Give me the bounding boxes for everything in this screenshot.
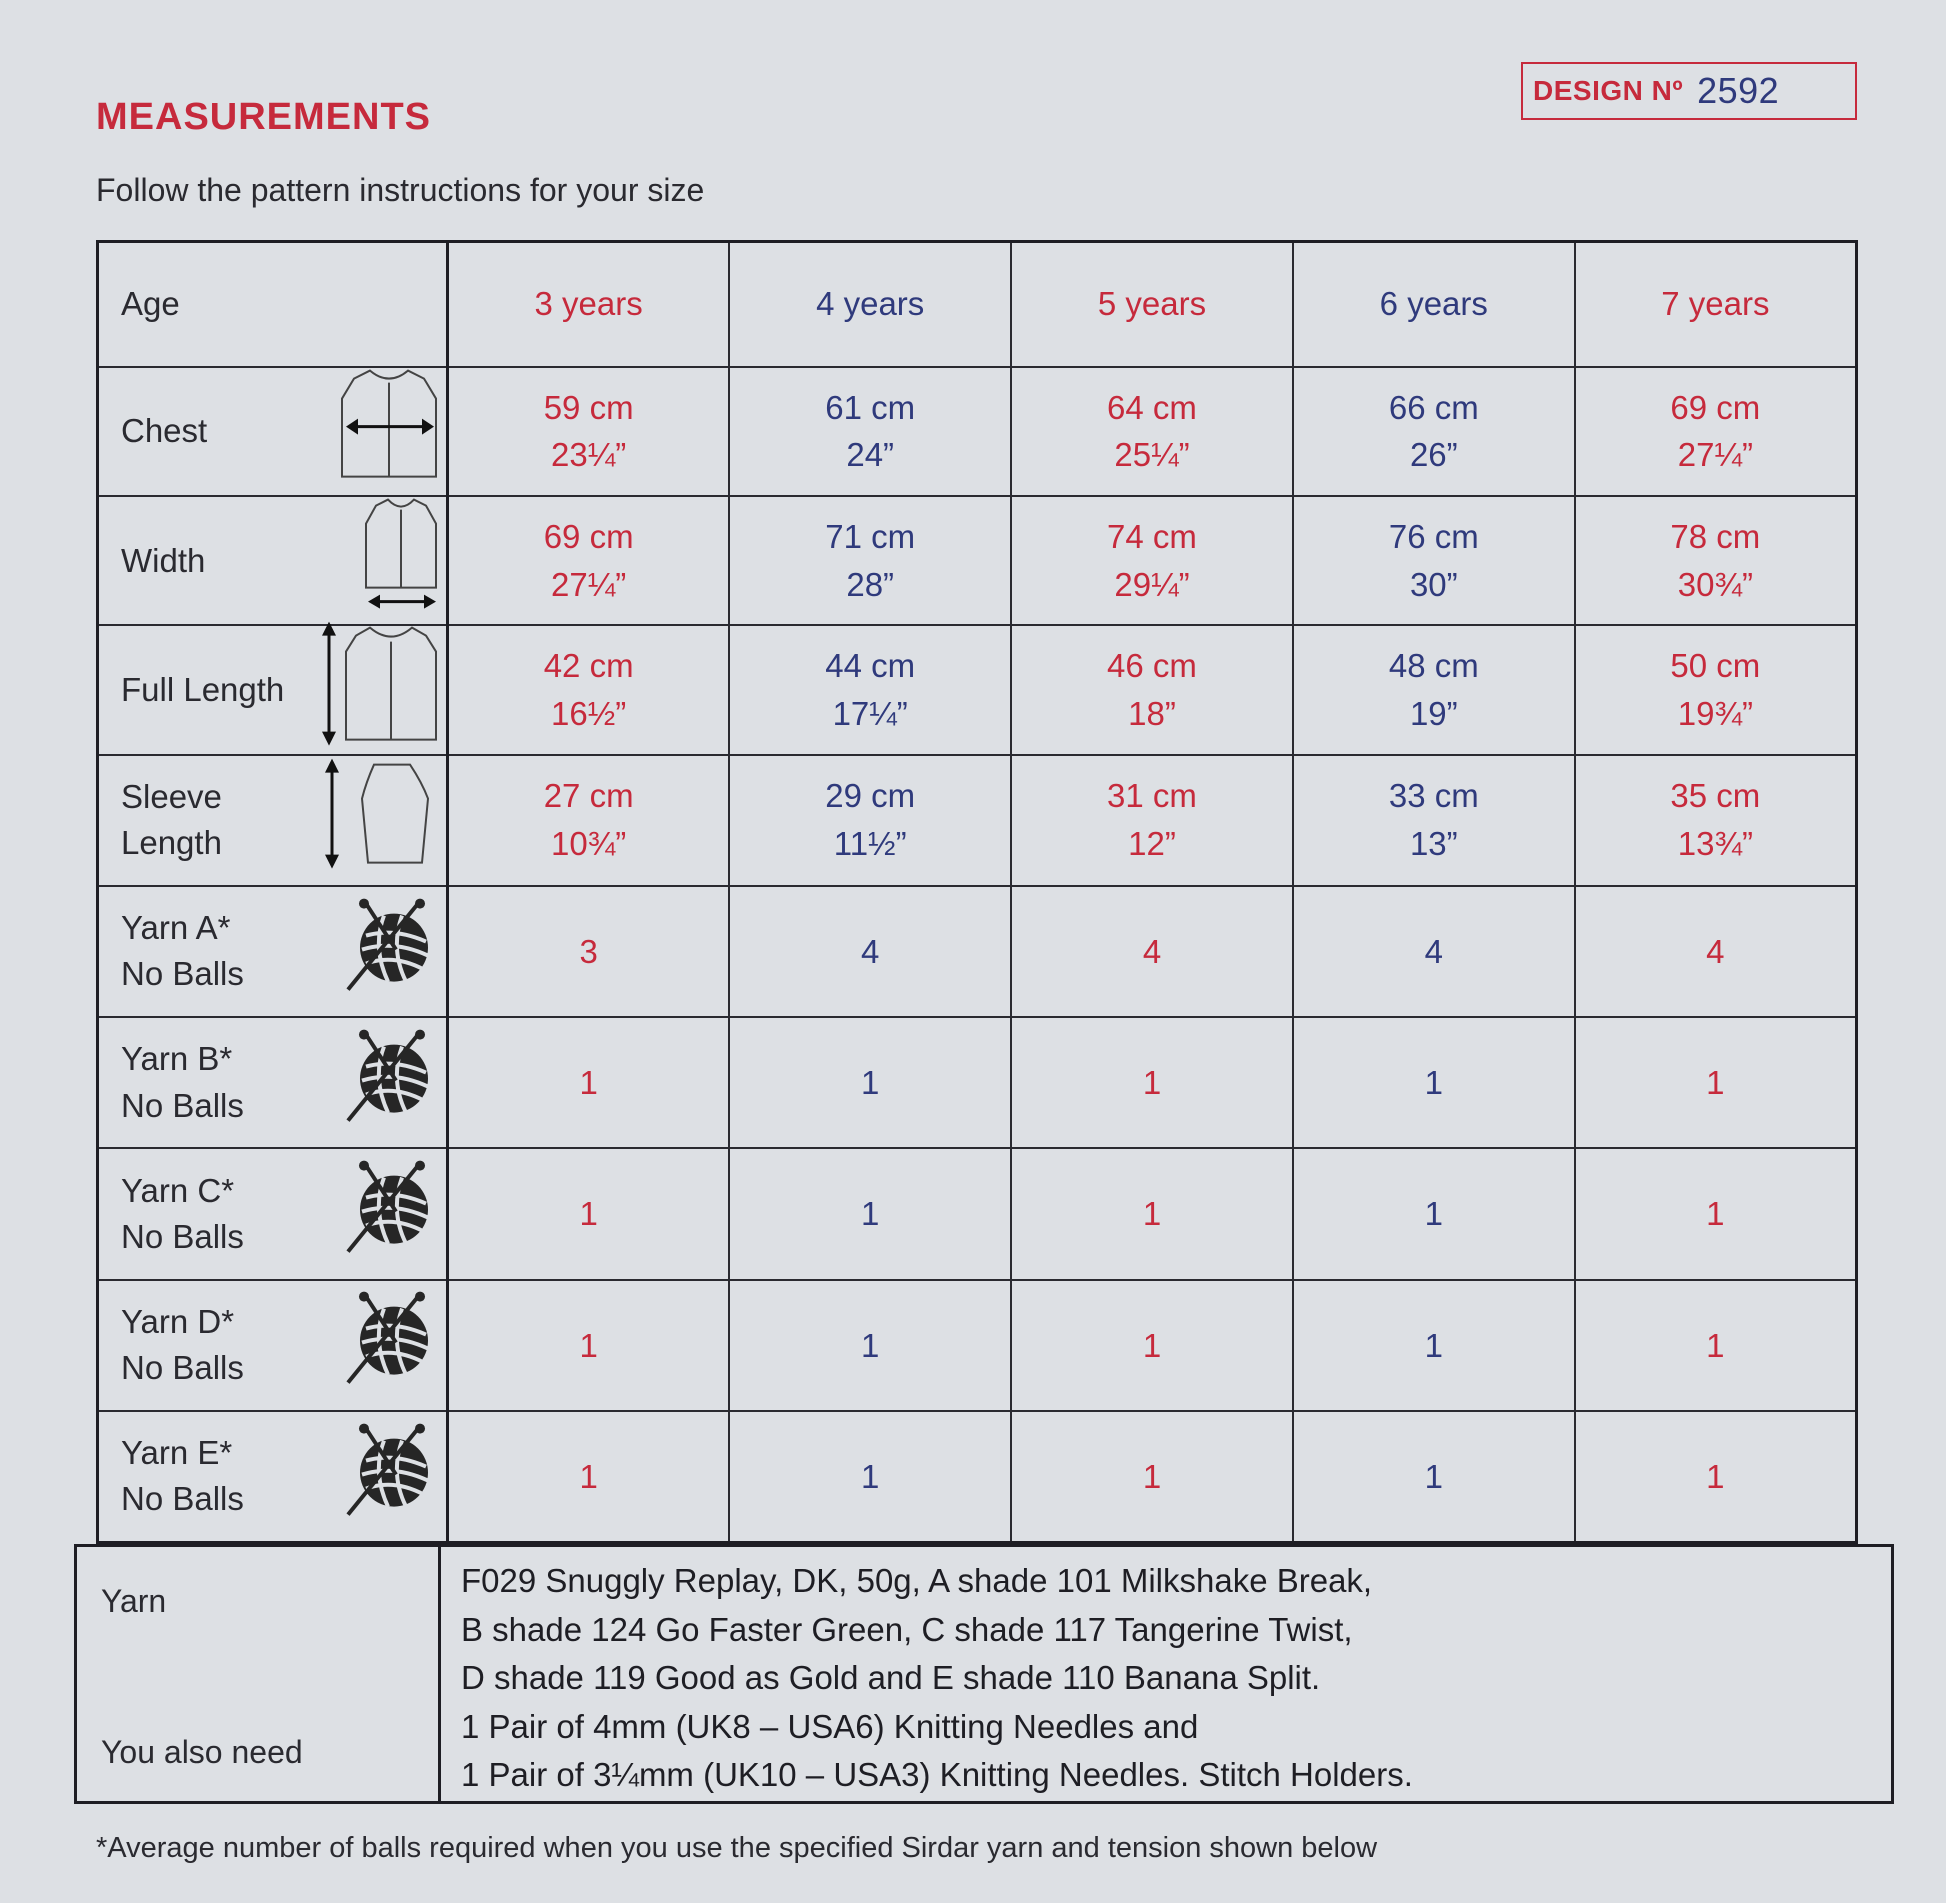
measurement-value: 78 cm xyxy=(1670,517,1761,555)
measurement-value: 33 cm xyxy=(1388,777,1479,815)
measurement-cell xyxy=(1293,1280,1575,1411)
design-label: DESIGN Nº xyxy=(1533,75,1684,106)
measurement-cell xyxy=(1575,1148,1857,1279)
measurement-cell xyxy=(1575,755,1857,886)
measurement-cell xyxy=(1293,1017,1575,1148)
measurement-cell xyxy=(1293,1411,1575,1542)
row-header xyxy=(98,1280,448,1411)
measurement-value-inches: 17¼” xyxy=(832,694,908,732)
row-label-line: Yarn A* xyxy=(121,909,231,947)
age-value: 3 years xyxy=(534,285,643,323)
measurement-value-inches: 13¾” xyxy=(1677,825,1753,863)
measurement-row xyxy=(98,496,1857,625)
measurement-cell xyxy=(1011,755,1293,886)
yarn-info-line: D shade 119 Good as Gold and E shade 110 Banana Split. xyxy=(461,1659,1321,1696)
measurement-value-inches: 19¾” xyxy=(1677,694,1753,732)
measurement-cell xyxy=(448,367,730,496)
measurement-cell xyxy=(729,1148,1011,1279)
yarn-info-line: 1 Pair of 3¼mm (UK10 – USA3) Knitting Needles. Stitch Holders. xyxy=(461,1756,1413,1793)
measurement-value: 1 xyxy=(861,1195,880,1233)
measurement-value: 46 cm xyxy=(1107,647,1197,685)
design-number: 2592 xyxy=(1697,70,1780,111)
measurement-value-inches: 16½” xyxy=(551,694,627,732)
measurement-cell xyxy=(448,1017,730,1148)
measurement-value-inches: 29¼” xyxy=(1114,565,1190,603)
subtitle: Follow the pattern instructions for your size xyxy=(96,172,705,208)
measurement-cell xyxy=(448,1411,730,1542)
measurement-row xyxy=(98,1148,1857,1279)
row-label-line: No Balls xyxy=(121,955,244,993)
age-label: Age xyxy=(121,285,180,323)
measurement-cell xyxy=(448,755,730,886)
measurements-table xyxy=(96,240,1858,1544)
measurement-value: 1 xyxy=(579,1063,598,1101)
measurement-value: 48 cm xyxy=(1388,647,1479,685)
measurement-value: 69 cm xyxy=(1670,388,1761,426)
measurement-value: 76 cm xyxy=(1388,517,1479,555)
measurement-value: 1 xyxy=(1706,1326,1725,1364)
measurement-cell xyxy=(1293,367,1575,496)
age-cell xyxy=(448,242,730,367)
yarn-label: Yarn xyxy=(101,1583,167,1619)
measurement-value: 1 xyxy=(579,1457,598,1495)
row-label xyxy=(121,538,205,584)
age-value: 5 years xyxy=(1097,285,1207,323)
age-cell xyxy=(1575,242,1857,367)
measurement-value: 31 cm xyxy=(1107,777,1197,815)
measurement-value: 1 xyxy=(1142,1195,1162,1233)
measurement-cell xyxy=(1293,886,1575,1017)
measurement-value-inches: 10¾” xyxy=(551,825,627,863)
measurement-value: 1 xyxy=(861,1326,880,1364)
measurement-cell xyxy=(1011,1411,1293,1542)
you-also-need-label: You also need xyxy=(101,1734,303,1770)
measurement-value: 1 xyxy=(1424,1326,1443,1364)
measurement-value: 1 xyxy=(1142,1326,1162,1364)
measurement-cell xyxy=(1575,367,1857,496)
measurement-cell xyxy=(1293,1148,1575,1279)
measurement-value: 1 xyxy=(1424,1457,1443,1495)
measurement-cell xyxy=(1575,1017,1857,1148)
row-label xyxy=(121,667,284,713)
yarn-ball-icon xyxy=(344,1160,440,1269)
measurement-cell xyxy=(448,1280,730,1411)
row-label-line: No Balls xyxy=(121,1086,244,1124)
measurement-cell xyxy=(729,886,1011,1017)
measurement-value: 1 xyxy=(579,1326,598,1364)
measurement-value: 64 cm xyxy=(1107,388,1197,426)
cardigan-chest-icon xyxy=(340,365,440,498)
yarn-info-text xyxy=(440,1546,1893,1803)
yarn-info-table xyxy=(74,1544,1894,1804)
measurement-value: 71 cm xyxy=(825,517,916,555)
row-header xyxy=(98,1148,448,1279)
measurement-cell xyxy=(1293,625,1575,754)
measurement-value: 35 cm xyxy=(1670,777,1761,815)
measurement-value: 1 xyxy=(861,1457,880,1495)
measurement-cell xyxy=(1575,625,1857,754)
cardigan-length-icon xyxy=(316,622,440,759)
yarn-info-line: B shade 124 Go Faster Green, C shade 117 Tangerine Twist, xyxy=(461,1610,1353,1648)
row-label xyxy=(121,1299,244,1391)
measurement-value: 29 cm xyxy=(825,777,916,815)
measurement-value-inches: 26” xyxy=(1409,436,1458,474)
measurement-row xyxy=(98,625,1857,754)
row-header xyxy=(98,367,448,496)
measurement-cell xyxy=(729,755,1011,886)
measurement-value-inches: 28” xyxy=(846,565,895,603)
yarn-ball-icon xyxy=(344,1422,440,1531)
measurement-cell xyxy=(1575,496,1857,625)
row-label-line: Chest xyxy=(121,412,208,450)
row-label-line: Sleeve xyxy=(121,777,222,815)
measurement-value: 1 xyxy=(1706,1063,1725,1101)
measurement-cell xyxy=(1011,886,1293,1017)
measurement-value: 1 xyxy=(1142,1457,1162,1495)
measurement-value-inches: 13” xyxy=(1409,825,1458,863)
row-header xyxy=(98,496,448,625)
measurement-value-inches: 25¼” xyxy=(1114,436,1190,474)
age-cell xyxy=(1293,242,1575,367)
measurement-value: 66 cm xyxy=(1388,388,1479,426)
measurement-value-inches: 18” xyxy=(1128,694,1176,732)
yarn-info-line: 1 Pair of 4mm (UK8 – USA6) Knitting Needles and xyxy=(461,1707,1199,1745)
measurement-cell xyxy=(1011,1148,1293,1279)
measurement-cell xyxy=(1011,367,1293,496)
measurement-cell xyxy=(729,1280,1011,1411)
measurement-row xyxy=(98,1411,1857,1542)
measurement-cell xyxy=(729,496,1011,625)
yarn-ball-icon xyxy=(344,897,440,1006)
measurement-cell xyxy=(1011,1280,1293,1411)
measurement-value: 1 xyxy=(1424,1063,1443,1101)
measurement-cell xyxy=(1011,625,1293,754)
measurement-value: 4 xyxy=(1424,932,1443,970)
measurement-row xyxy=(98,755,1857,886)
measurement-cell xyxy=(448,886,730,1017)
measurement-cell xyxy=(1011,496,1293,625)
measurement-value-inches: 11½” xyxy=(833,825,907,863)
row-label-line: Yarn B* xyxy=(121,1040,233,1078)
measurement-cell xyxy=(1293,755,1575,886)
row-label xyxy=(121,905,244,997)
row-label xyxy=(121,1168,244,1260)
measurement-value: 4 xyxy=(1142,932,1162,970)
measurement-value-inches: 23¼” xyxy=(551,436,627,474)
footnote: *Average number of balls required when you use the specified Sirdar yarn and tension shown below xyxy=(96,1832,1378,1864)
row-label xyxy=(121,1430,244,1522)
yarn-ball-icon xyxy=(344,1028,440,1137)
measurement-value: 69 cm xyxy=(543,517,634,555)
age-value: 6 years xyxy=(1379,285,1488,323)
measurement-value-inches: 30” xyxy=(1409,565,1458,603)
row-header xyxy=(98,755,448,886)
row-label xyxy=(121,774,222,866)
measurement-value: 1 xyxy=(1706,1195,1725,1233)
measurement-value: 4 xyxy=(1706,932,1725,970)
row-label-line: Full Length xyxy=(121,671,285,709)
measurement-value-inches: 27¼” xyxy=(551,565,627,603)
row-label-line: Yarn E* xyxy=(121,1434,233,1472)
row-label-line: No Balls xyxy=(121,1217,244,1255)
row-label-line: Width xyxy=(121,541,206,579)
measurement-cell xyxy=(729,367,1011,496)
measurement-cell xyxy=(448,625,730,754)
row-header xyxy=(98,886,448,1017)
measurement-value: 1 xyxy=(1424,1195,1443,1233)
measurement-cell xyxy=(1293,496,1575,625)
row-header xyxy=(98,1017,448,1148)
yarn-ball-icon xyxy=(344,1291,440,1400)
measurement-value: 4 xyxy=(861,932,880,970)
measurement-row xyxy=(98,367,1857,496)
measurement-row xyxy=(98,886,1857,1017)
measurement-value-inches: 19” xyxy=(1409,694,1458,732)
measurement-cell xyxy=(1575,1280,1857,1411)
age-value: 4 years xyxy=(816,285,925,323)
row-header xyxy=(98,625,448,754)
age-row xyxy=(98,242,1857,367)
measurement-value: 61 cm xyxy=(825,388,916,426)
measurement-value: 1 xyxy=(579,1195,598,1233)
measurement-cell xyxy=(1575,886,1857,1017)
measurement-value: 1 xyxy=(1706,1457,1725,1495)
measurement-cell xyxy=(729,625,1011,754)
sleeve-length-icon xyxy=(322,759,440,882)
row-header xyxy=(98,1411,448,1542)
measurement-value-inches: 24” xyxy=(846,436,895,474)
measurement-value: 3 xyxy=(579,932,598,970)
age-value: 7 years xyxy=(1661,285,1770,323)
measurement-cell xyxy=(1011,1017,1293,1148)
row-label-line: Yarn D* xyxy=(121,1302,235,1340)
row-label xyxy=(121,408,207,454)
measurement-value-inches: 27¼” xyxy=(1677,436,1753,474)
measurement-row xyxy=(98,1280,1857,1411)
row-label-line: Length xyxy=(121,823,222,861)
measurement-value: 44 cm xyxy=(825,647,916,685)
measurement-cell xyxy=(448,496,730,625)
row-label xyxy=(121,1036,244,1128)
measurement-value-inches: 12” xyxy=(1128,825,1176,863)
measurement-value: 42 cm xyxy=(543,647,634,685)
yarn-info-labels xyxy=(76,1546,440,1803)
measurement-value: 59 cm xyxy=(543,388,634,426)
measurement-value-inches: 30¾” xyxy=(1677,565,1753,603)
row-label-line: No Balls xyxy=(121,1349,244,1387)
measurement-value: 1 xyxy=(1142,1063,1162,1101)
row-header xyxy=(98,242,448,367)
age-cell xyxy=(1011,242,1293,367)
measurement-value: 50 cm xyxy=(1670,647,1761,685)
measurement-cell xyxy=(448,1148,730,1279)
page-title: MEASUREMENTS xyxy=(96,96,432,138)
measurement-value: 27 cm xyxy=(543,777,634,815)
age-cell xyxy=(729,242,1011,367)
measurement-cell xyxy=(1575,1411,1857,1542)
row-label-line: Yarn C* xyxy=(121,1171,235,1209)
design-number-box xyxy=(1521,62,1857,120)
yarn-info-line: F029 Snuggly Replay, DK, 50g, A shade 101 Milkshake Break, xyxy=(461,1562,1373,1599)
measurement-cell xyxy=(729,1017,1011,1148)
measurement-value: 74 cm xyxy=(1107,517,1197,555)
measurement-cell xyxy=(729,1411,1011,1542)
row-label-line: No Balls xyxy=(121,1480,244,1518)
cardigan-width-icon xyxy=(360,495,440,626)
measurement-row xyxy=(98,1017,1857,1148)
measurement-value: 1 xyxy=(861,1063,880,1101)
